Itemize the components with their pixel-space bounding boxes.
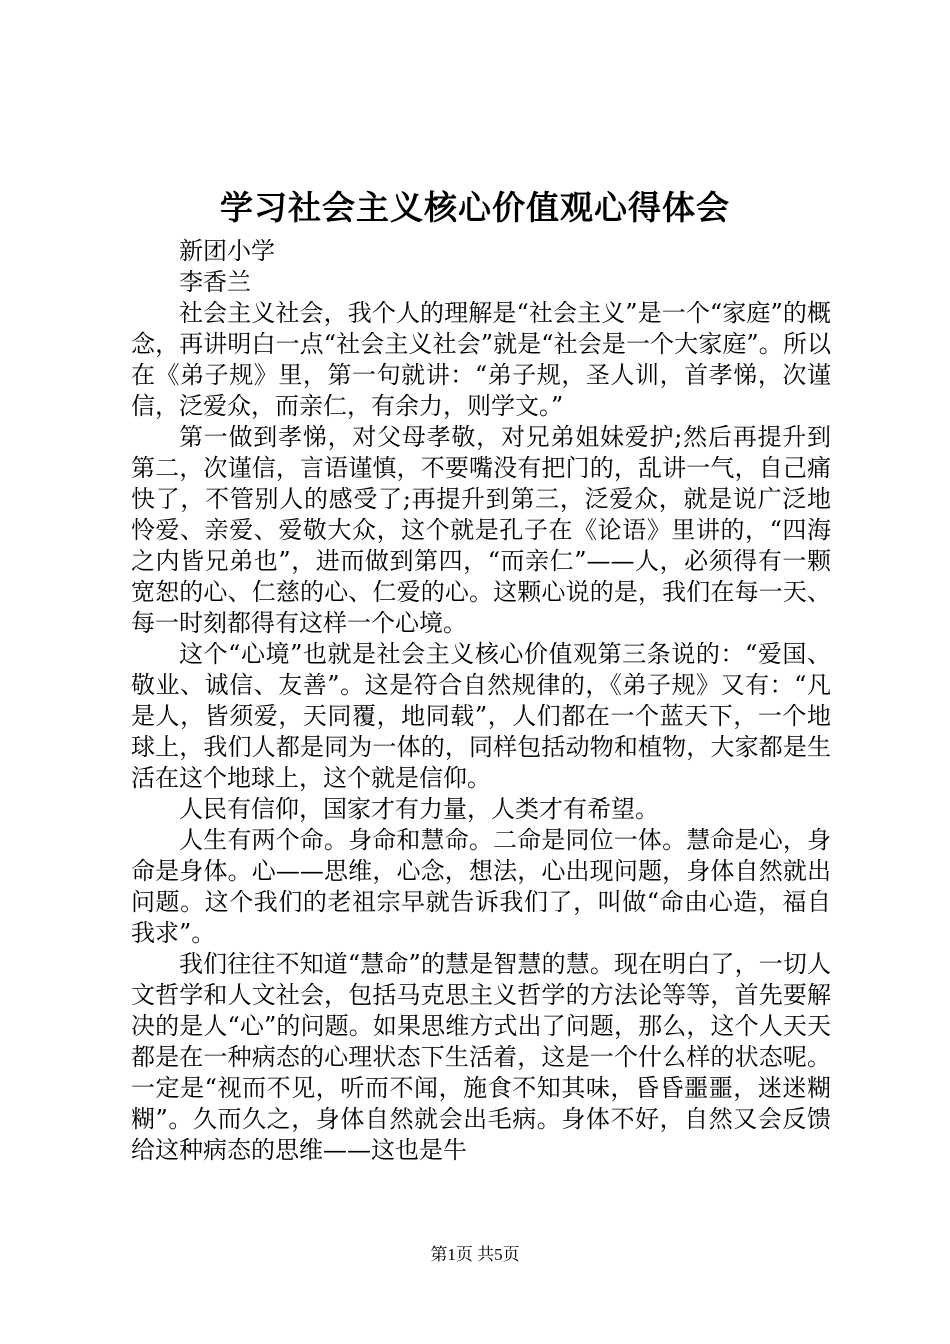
document-title: 学习社会主义核心价值观心得体会 xyxy=(220,188,730,227)
school-name: 新团小学 xyxy=(179,237,275,265)
paragraph: 我们往往不知道“慧命”的慧是智慧的慧。现在明白了，一切人文哲学和人文社会，包括马克思主义哲学的方法论等等，首先要解决的是人“心”的问题。如果思维方式出了问题，那么，这个人天天都是在一种病态的心理状态下生活着，这是一个什么样的状态呢。一定是“视而不见，听而不闻，施食不知其味，昏昏噩噩，迷迷糊糊”。久而久之，身体自然就会出毛病。身体不好，自然又会反馈给这种病态的思维——这也是牛 xyxy=(131,950,831,1164)
author-name: 李香兰 xyxy=(179,268,251,296)
paragraph: 人生有两个命。身命和慧命。二命是同位一体。慧命是心，身命是身体。心——思维，心念，想法，心出现问题，身体自然就出问题。这个我们的老祖宗早就告诉我们了，叫做“命由心造，福自我求”。 xyxy=(131,826,831,947)
page-footer: 第1页 共5页 xyxy=(430,1245,520,1264)
paragraph: 第一做到孝悌，对父母孝敬，对兄弟姐妹爱护;然后再提升到第二，次谨信，言语谨慎，不要嘴没有把门的，乱讲一气，自己痛快了，不管别人的感受了;再提升到第三，泛爱众，就是说广泛地怜爱、亲爱、爱敬大众，这个就是孔子在《论语》里讲的，“四海之内皆兄弟也”，进而做到第四，“而亲仁”——人，必须得有一颗宽恕的心、仁慈的心、仁爱的心。这颗心说的是，我们在每一天、每一时刻都得有这样一个心境。 xyxy=(131,423,831,637)
paragraph: 这个“心境”也就是社会主义核心价值观第三条说的：“爱国、敬业、诚信、友善”。这是符合自然规律的，《弟子规》又有：“凡是人，皆须爱，天同覆，地同载”，人们都在一个蓝天下，一个地球上，我们人都是同为一体的，同样包括动物和植物，大家都是生活在这个地球上，这个就是信仰。 xyxy=(131,640,831,792)
paragraph: 人民有信仰，国家才有力量，人类才有希望。 xyxy=(179,795,659,823)
document-body xyxy=(131,236,831,1166)
paragraph: 社会主义社会，我个人的理解是“社会主义”是一个“家庭”的概念，再讲明白一点“社会主义社会”就是“社会是一个大家庭”。所以在《弟子规》里，第一句就讲：“弟子规，圣人训，首孝悌，次谨信，泛爱众，而亲仁，有余力，则学文。” xyxy=(131,299,831,420)
